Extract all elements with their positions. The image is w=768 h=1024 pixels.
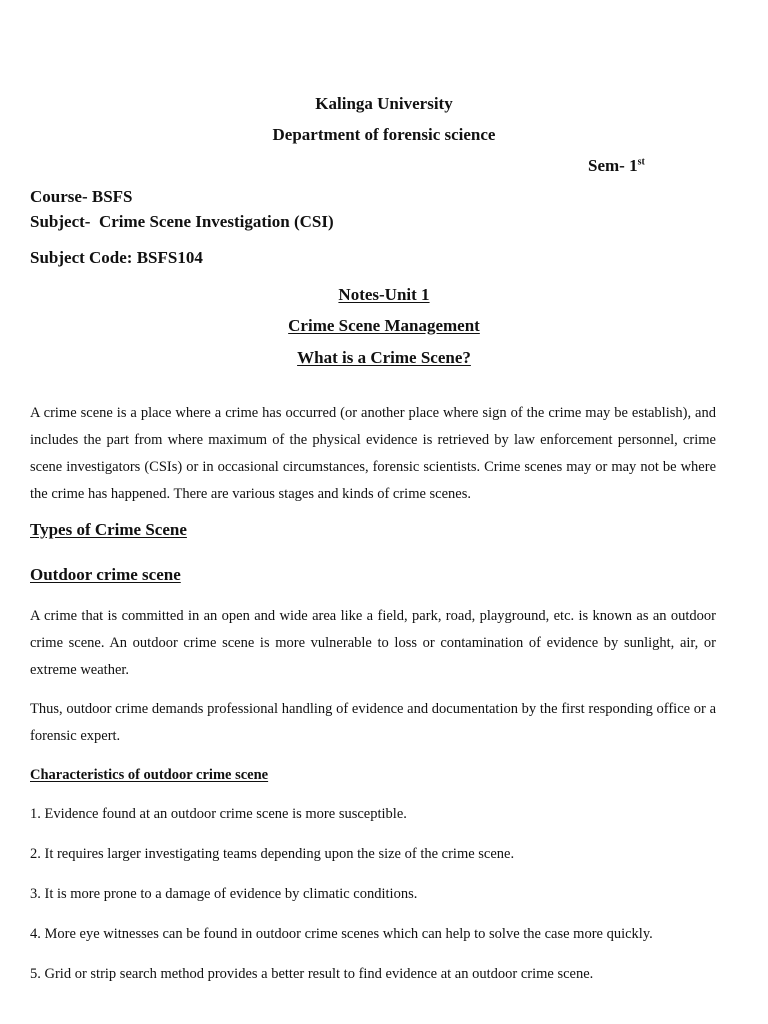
characteristics-heading: Characteristics of outdoor crime scene: [30, 767, 269, 783]
types-heading: Types of Crime Scene: [30, 520, 187, 539]
course-line: Course- BSFS: [30, 187, 133, 206]
semester-text: Sem- 1: [588, 156, 638, 175]
subject-code-line: Subject Code: BSFS104: [30, 248, 203, 267]
list-item: 2. It requires larger investigating teams depending upon the size of the crime scene.: [30, 846, 515, 862]
notes-unit-heading: Notes-Unit 1: [338, 285, 430, 304]
outdoor-paragraph-2: Thus, outdoor crime demands professional handling of evidence and documentation by the first responding office or a forensic expert.: [30, 701, 716, 744]
subject-line: Subject- Crime Scene Investigation (CSI): [30, 212, 334, 231]
semester-suffix: st: [637, 156, 645, 168]
department-name: Department of forensic science: [272, 125, 496, 144]
list-item: 3. It is more prone to a damage of evidence by climatic conditions.: [30, 886, 418, 902]
university-name: Kalinga University: [315, 94, 453, 113]
list-item: 1. Evidence found at an outdoor crime scene is more susceptible.: [30, 806, 407, 822]
list-item: 4. More eye witnesses can be found in outdoor crime scenes which can help to solve the case more quickly.: [30, 926, 653, 942]
list-item: 5. Grid or strip search method provides a better result to find evidence at an outdoor crime scene.: [30, 966, 594, 982]
outdoor-paragraph-1: A crime that is committed in an open and wide area like a field, park, road, playground, etc. is known as an outdoor crime scene. An outdoor crime scene is more vulnerable to loss or contamination of evidence by sunlight, air, or extreme weather.: [30, 608, 716, 678]
outdoor-heading: Outdoor crime scene: [30, 565, 181, 584]
semester-label: [588, 156, 645, 176]
topic-heading: Crime Scene Management: [288, 316, 480, 335]
question-heading: What is a Crime Scene?: [297, 348, 471, 367]
intro-paragraph: A crime scene is a place where a crime has occurred (or another place where sign of the crime may be establish), and includes the part from where maximum of the physical evidence is retrieved by law enforcement personnel, crime scene investigators (CSIs) or in occasional circumstances, forensic scientists. Crime scenes may or may not be where the crime has happened. There are various stages and kinds of crime scenes.: [30, 405, 716, 502]
